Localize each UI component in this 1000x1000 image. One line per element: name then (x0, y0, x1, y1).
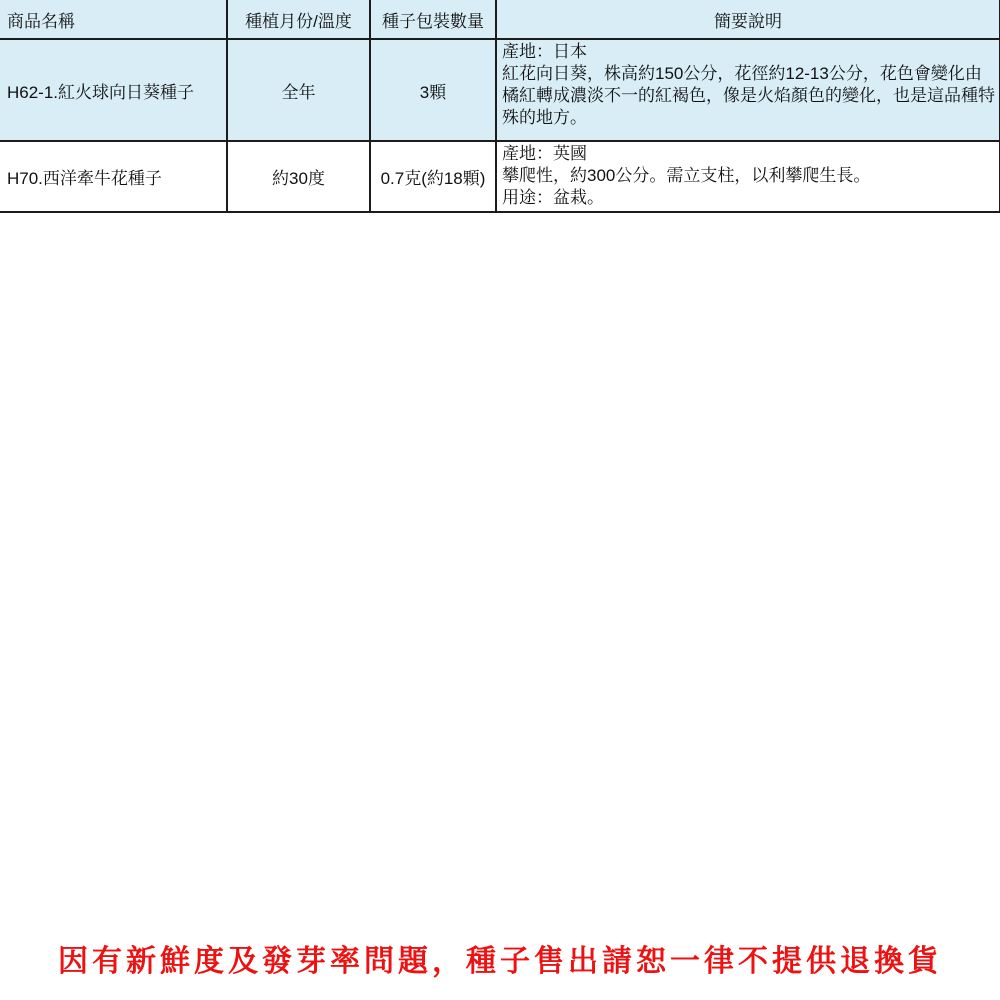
description-line: 用途：盆栽。 (502, 188, 604, 207)
description-line: 產地：日本 (502, 42, 587, 61)
description-line: 攀爬性，約300公分。需立支柱，以利攀爬生長。 (502, 166, 871, 185)
brief-description (496, 39, 1000, 141)
brief-description (496, 141, 1000, 212)
header-planting-month-temp: 種植月份/溫度 (227, 0, 370, 39)
table-row-sunflower (0, 39, 1000, 141)
header-brief-description: 簡要說明 (496, 0, 1000, 39)
header-product-name: 商品名稱 (0, 0, 227, 39)
header-row (0, 0, 1000, 39)
no-return-notice: 因有新鮮度及發芽率問題，種子售出請恕一律不提供退換貨 (58, 945, 942, 978)
header-seed-package-qty: 種子包裝數量 (370, 0, 496, 39)
planting-period: 約30度 (227, 141, 370, 212)
description-line: 產地：英國 (502, 144, 587, 163)
product-spec-table (0, 0, 1000, 213)
package-quantity: 3顆 (370, 39, 496, 141)
product-name: H62-1.紅火球向日葵種子 (0, 39, 227, 141)
table-row-morning-glory (0, 141, 1000, 212)
product-name: H70.西洋牽牛花種子 (0, 141, 227, 212)
package-quantity: 0.7克(約18顆) (370, 141, 496, 212)
description-line: 紅花向日葵，株高約150公分，花徑約12-13公分，花色會變化由橘紅轉成濃淡不一的紅褐色，像是火焰顏色的變化，也是這品種特殊的地方。 (502, 64, 995, 127)
planting-period: 全年 (227, 39, 370, 141)
